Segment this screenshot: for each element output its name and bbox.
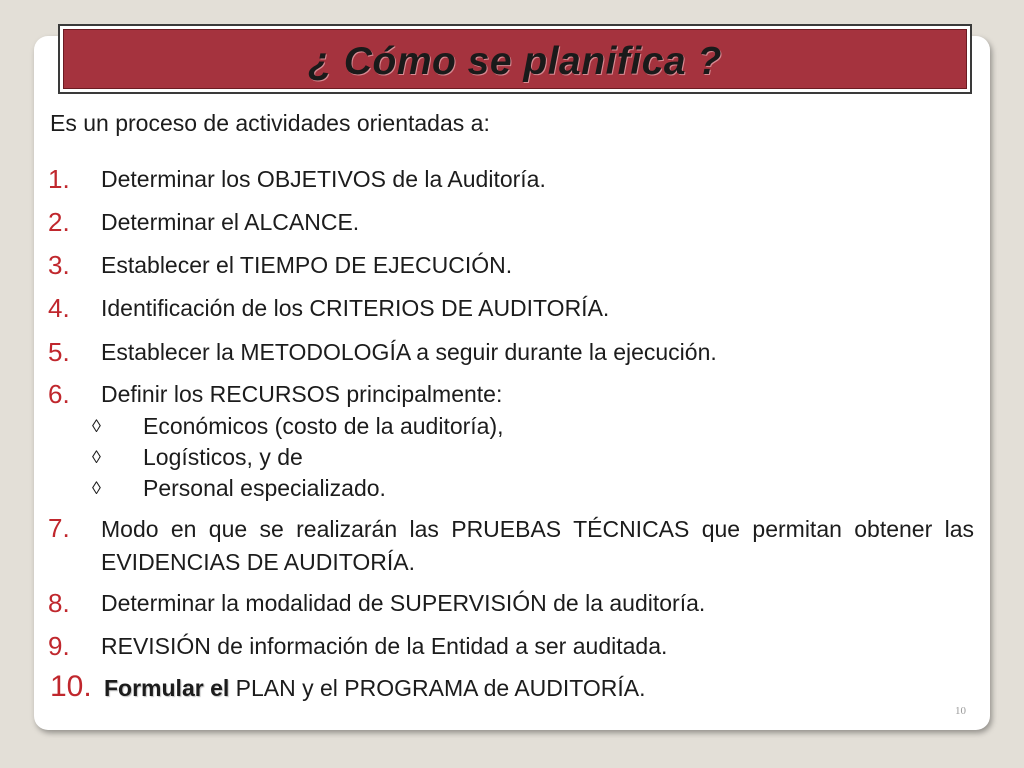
item-text: [104, 675, 646, 702]
item-text: Identificación de los CRITERIOS DE AUDITORÍA.: [101, 295, 610, 321]
item-number: 2.: [48, 207, 70, 237]
item-number: 6.: [48, 379, 70, 409]
item-number: 8.: [48, 588, 70, 618]
item-text: Determinar los OBJETIVOS de la Auditoría.: [101, 166, 546, 192]
item-text: REVISIÓN de información de la Entidad a ser auditada.: [101, 633, 668, 659]
diamond-bullet-icon: ◊: [92, 478, 101, 498]
sub-item-text: Económicos (costo de la auditoría),: [143, 413, 504, 439]
item-text: Determinar el ALCANCE.: [101, 209, 360, 235]
intro-text: Es un proceso de actividades orientadas a:: [50, 110, 490, 136]
diamond-bullet-icon: ◊: [92, 416, 101, 436]
sub-item-text: Personal especializado.: [143, 475, 386, 501]
item-number: 7.: [48, 513, 70, 543]
item-number: 3.: [48, 250, 70, 280]
diamond-bullet-icon: ◊: [92, 447, 101, 467]
item-number: 1.: [48, 164, 70, 194]
item-number: 5.: [48, 337, 70, 367]
item-number: 9.: [48, 631, 70, 661]
item-text: Modo en que se realizarán las PRUEBAS TÉCNICAS que permitan obtener las EVIDENCIAS DE AUDITORÍA.: [101, 516, 974, 575]
sub-item-text: Logísticos, y de: [143, 444, 303, 470]
item-text-bold: Formular el: [104, 675, 230, 701]
item-text: Establecer el TIEMPO DE EJECUCIÓN.: [101, 252, 513, 278]
item-text: Establecer la METODOLOGÍA a seguir durante la ejecución.: [101, 339, 717, 365]
item-number: 4.: [48, 293, 70, 323]
page-number: 10: [955, 705, 966, 717]
item-text-rest: PLAN y el PROGRAMA de AUDITORÍA.: [229, 675, 646, 701]
slide-title: ¿ Cómo se planifica ?: [308, 40, 722, 83]
item-number: 10.: [50, 670, 92, 703]
title-banner: [58, 24, 972, 94]
item-text: Determinar la modalidad de SUPERVISIÓN de la auditoría.: [101, 590, 706, 616]
item-text: Definir los RECURSOS principalmente:: [101, 381, 503, 407]
